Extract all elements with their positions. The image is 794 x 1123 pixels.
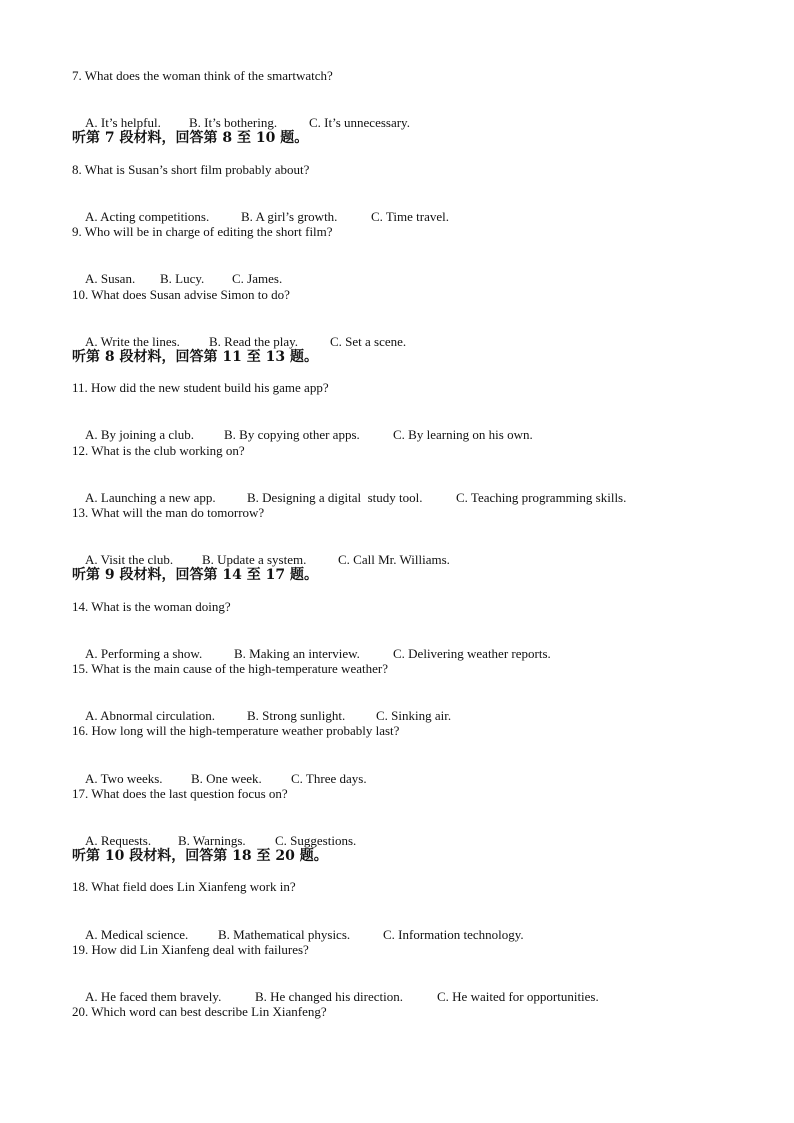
option-c: C. Call Mr. Williams. [338,552,450,567]
question-11: 11. How did the new student build his game app? [72,380,329,395]
option-b: B. He changed his direction. [255,989,404,1004]
question-20: 20. Which word can best describe Lin Xianfeng? [72,1004,327,1019]
option-b: B. Read the play. [209,334,299,349]
option-a: A. By joining a club. [85,427,195,442]
question-19: 19. How did Lin Xianfeng deal with failures? [72,942,309,957]
option-a: A. Launching a new app. [85,490,216,505]
option-c: C. Delivering weather reports. [393,646,551,661]
option-a: A. He faced them bravely. [85,989,222,1004]
option-b: B. Warnings. [178,833,246,848]
question-15: 15. What is the main cause of the high-temperature weather? [72,661,388,676]
option-c: C. Information technology. [383,927,524,942]
question-13: 13. What will the man do tomorrow? [72,505,265,520]
question-7: 7. What does the woman think of the smartwatch? [72,68,333,83]
option-c: C. It’s unnecessary. [309,115,410,130]
question-9: 9. Who will be in charge of editing the short film? [72,224,333,239]
option-a: A. Abnormal circulation. [85,708,215,723]
option-a: A. Susan. [85,271,136,286]
option-a: A. Visit the club. [85,552,174,567]
option-c: C. Time travel. [371,209,450,224]
option-a: A. It’s helpful. [85,115,161,130]
option-c: C. By learning on his own. [393,427,533,442]
option-b: B. Update a system. [202,552,307,567]
option-c: C. Three days. [291,771,367,786]
option-c: C. James. [232,271,283,286]
option-c: C. Teaching programming skills. [456,490,627,505]
option-b: B. It’s bothering. [189,115,278,130]
option-c: C. Set a scene. [330,334,407,349]
question-12: 12. What is the club working on? [72,443,245,458]
option-b: B. A girl’s growth. [241,209,338,224]
option-a: A. Medical science. [85,927,189,942]
option-c: C. Suggestions. [275,833,357,848]
option-b: B. By copying other apps. [224,427,360,442]
option-b: B. Designing a digital study tool. [247,490,423,505]
option-a: A. Performing a show. [85,646,203,661]
question-14: 14. What is the woman doing? [72,599,231,614]
section-heading: 听第 10 段材料，回答第 18 至 20 题。 [72,848,328,864]
section-heading: 听第 7 段材料，回答第 8 至 10 题。 [72,130,309,146]
option-b: B. Lucy. [160,271,205,286]
option-a: A. Requests. [85,833,152,848]
option-b: B. Mathematical physics. [218,927,351,942]
option-c: C. Sinking air. [376,708,452,723]
option-b: B. One week. [191,771,262,786]
question-10: 10. What does Susan advise Simon to do? [72,287,290,302]
question-16: 16. How long will the high-temperature weather probably last? [72,723,400,738]
option-a: A. Write the lines. [85,334,180,349]
option-b: B. Making an interview. [234,646,360,661]
question-17: 17. What does the last question focus on? [72,786,288,801]
question-18: 18. What field does Lin Xianfeng work in? [72,879,296,894]
option-a: A. Two weeks. [85,771,163,786]
question-8: 8. What is Susan’s short film probably about? [72,162,310,177]
option-a: A. Acting competitions. [85,209,210,224]
option-c: C. He waited for opportunities. [437,989,599,1004]
section-heading: 听第 9 段材料，回答第 14 至 17 题。 [72,567,318,583]
option-b: B. Strong sunlight. [247,708,346,723]
section-heading: 听第 8 段材料，回答第 11 至 13 题。 [72,349,318,365]
